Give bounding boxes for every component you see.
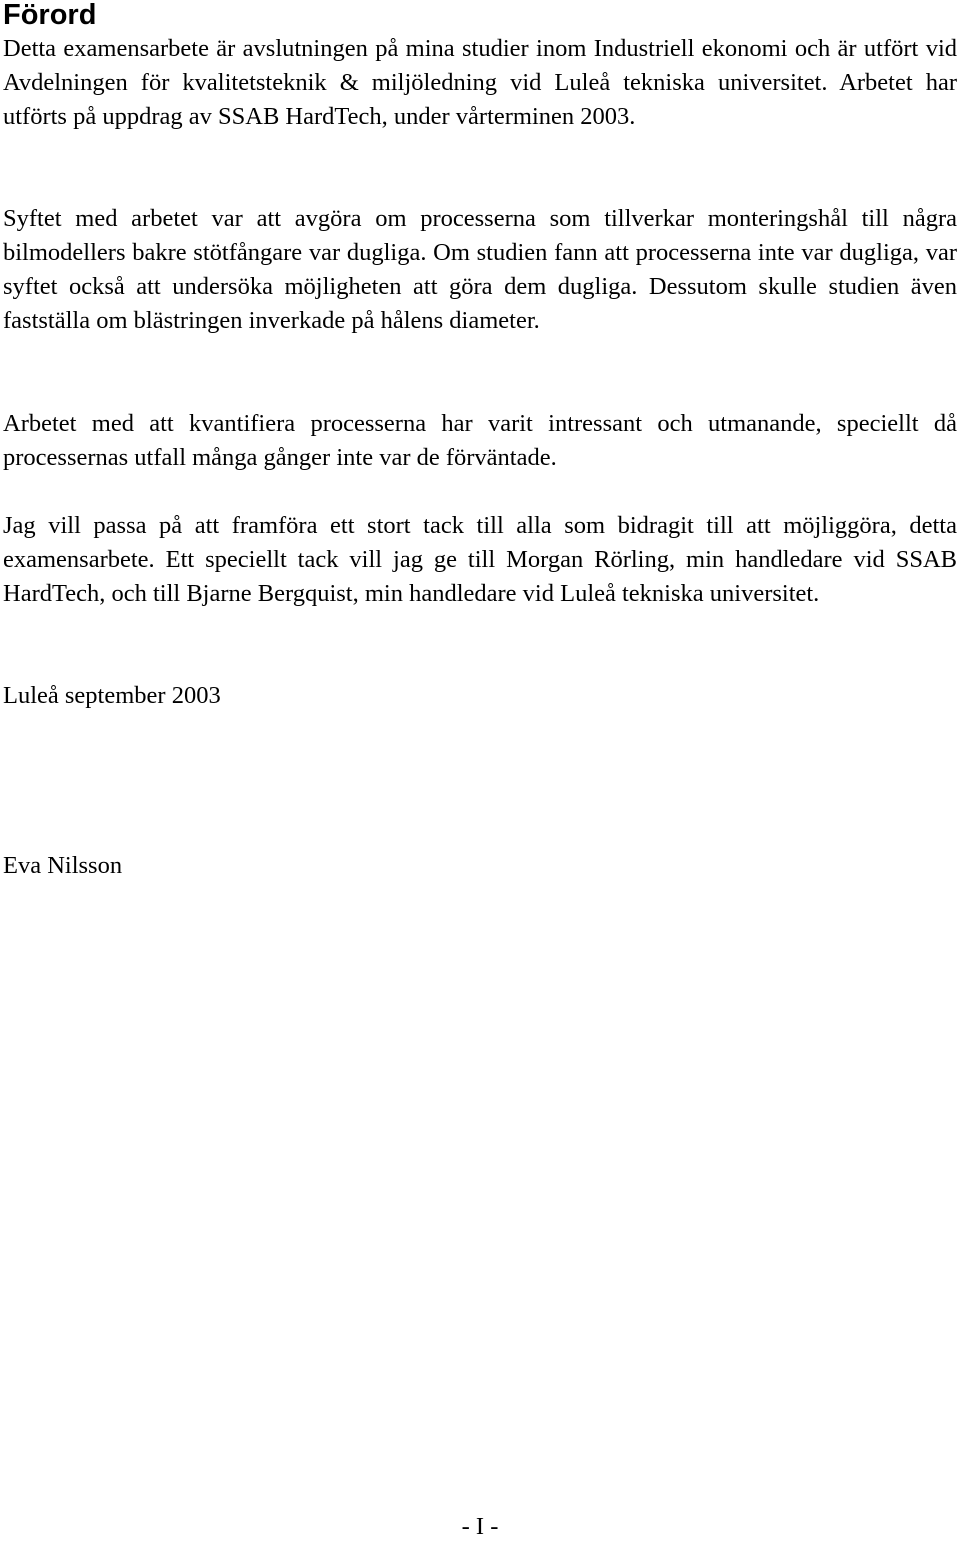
- author-signature: Eva Nilsson: [3, 852, 123, 879]
- paragraph-purpose: Syftet med arbetet var att avgöra om processerna som tillverkar monteringshål till några bilmodellers bakre stötfångare var dugliga. Om studien fann att processerna inte var dugliga, var syftet också att undersöka möjligheten att göra dem dugliga. Dessutom skulle studien även fastställa om blästringen inverkade på hålens diameter.: [3, 205, 957, 334]
- paragraph-introduction: Detta examensarbete är avslutningen på mina studier inom Industriell ekonomi och är utfört vid Avdelningen för kvalitetsteknik & miljöledning vid Luleå tekniska universitet. Arbetet har utförts på uppdrag av SSAB HardTech, under vårterminen 2003.: [3, 35, 957, 130]
- page-number: - I -: [461, 1513, 499, 1540]
- paragraph-acknowledgements: Jag vill passa på att framföra ett stort tack till alla som bidragit till att möjliggöra, detta examensarbete. Ett speciellt tack vill jag ge till Morgan Rörling, min handledare vid SSAB HardTech, och till Bjarne Bergquist, min handledare vid Luleå tekniska universitet.: [3, 512, 957, 607]
- paragraph-experience: Arbetet med att kvantifiera processerna har varit intressant och utmanande, speciellt då processernas utfall många gånger inte var de förväntade.: [3, 410, 957, 471]
- page-title: Förord: [3, 0, 97, 31]
- place-date: Luleå september 2003: [3, 682, 221, 709]
